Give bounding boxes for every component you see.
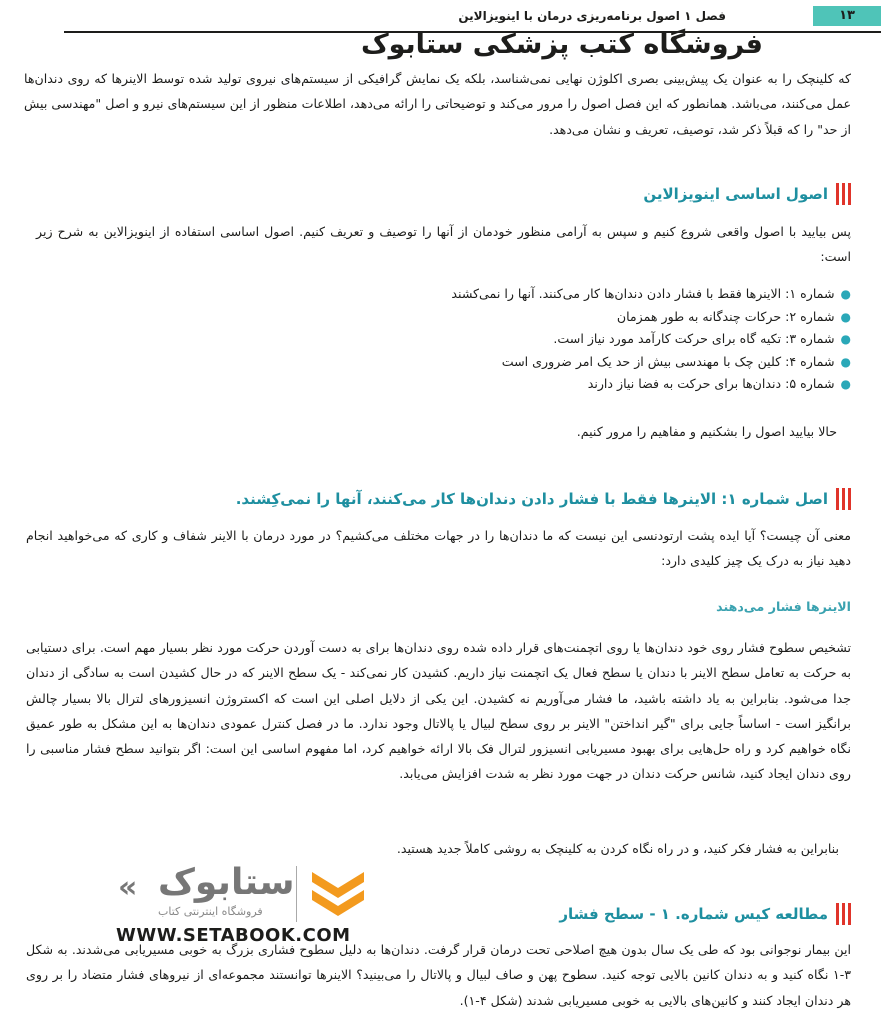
principle-1-paragraph: معنی آن چیست؟ آیا ایده پشت ارتودنسی این نیست که ما دندان‌ها را در جهات مختلف می‌کشیم؟ در مورد درمان با الاینر شفاف و کاری که می‌خواهید انجام دهید نیاز به درک یک چیز کلیدی دارد: bbox=[26, 528, 851, 569]
principles-list bbox=[451, 283, 851, 396]
heading-bars-icon bbox=[836, 903, 851, 925]
list-item: ● شماره ۲: حرکات چندگانه به طور همزمان bbox=[451, 306, 851, 329]
logo-tagline: فروشگاه اینترنتی کتاب bbox=[158, 905, 263, 918]
bullet-icon: ● bbox=[840, 287, 851, 301]
bullet-icon: ● bbox=[840, 309, 851, 324]
transition-sentence: حالا بیایید اصول را بشکنیم و مفاهیم را مرور کنیم. bbox=[576, 424, 837, 439]
page-number: ۱۳ bbox=[813, 6, 881, 26]
section-heading-principle-1 bbox=[236, 486, 851, 512]
list-item: ● شماره ۵: دندان‌ها برای حرکت به فضا نیاز دارند bbox=[451, 373, 851, 396]
section-heading-case-study bbox=[559, 901, 851, 927]
case-study-paragraph: این بیمار نوجوانی بود که طی یک سال بدون هیچ اصلاحی تحت درمان قرار گرفت. دندان‌ها به دلیل سطوح فشاری بزرگ به خوبی مسیریابی می‌شدند. به شکل ۳-۱ نگاه کنید و به دندان کانین بالایی توجه کنید. سطوح پهن و صاف لبیال و پالاتال را می‌بینید؟ الاینرها توانستند مجموعه‌ای از نیروهای فشار متضاد را بر روی هر دندان ایجاد کنند و کانین‌های بالایی به خوبی مسیریابی شدند (شکل ۴-۱). bbox=[26, 942, 851, 1008]
aligners-push-paragraph: تشخیص سطوح فشار روی خود دندان‌ها یا روی اتچمنت‌های قرار داده شده روی دندان‌ها برای به دست آوردن حرکت مورد نظر بسیار مهم است. برای دستیابی به حرکت به تعامل سطح الاینر با دندان یا سطح فعال یک اتچمنت نیاز داریم. کشیدن کار نمی‌کند - یک سطح الاینر که در حال کشیدن است به سادگی از دندان جدا می‌شود. بنابراین به یاد داشته باشید، ما فشار می‌آوریم نه کشیدن. این یکی از دلایل اصلی این است که اکستروژن انسیزورهای لترال بالا بسیار چالش برانگیز است - اساساً جایی برای "گیر انداختن" الاینر بر روی سطح لبیال یا پالاتال وجود ندارد. ما در فصل کنترل عمودی دندان‌ها به این مشکل به طور عمیق نگاه خواهیم کرد و راه حل‌هایی برای بهبود مسیریابی انسیزور لترال فک بالا ارائه خواهیم کرد، اما مفهوم اساسی این است: اگر بتوانید سطح فشار مناسبی را روی دندان ایجاد کنید، شانس حرکت دندان در جهت مورد نظر به شدت افزایش می‌یابد. bbox=[26, 640, 851, 782]
list-item: ● شماره ۴: کلین چک با مهندسی بیش از حد یک امر ضروری است bbox=[451, 351, 851, 374]
chapter-title: فصل ۱ اصول برنامه‌ریزی درمان با اینویزالاین bbox=[458, 9, 726, 23]
heading-text: مطالعه کیس شماره. ۱ - سطح فشار bbox=[559, 905, 828, 923]
heading-bars-icon bbox=[836, 183, 851, 205]
store-banner-watermark: فروشگاه کتب پزشکی ستابوک bbox=[360, 29, 763, 60]
basic-principles-paragraph: پس بیایید با اصول واقعی شروع کنیم و سپس به آرامی منظور خودمان از آنها را توصیف و تعریف کنیم. اصول اساسی استفاده از اینویزالاین به شرح زیر است: bbox=[36, 224, 851, 265]
logo-wordmark: ستابوک bbox=[158, 862, 295, 903]
section-heading-basic bbox=[643, 181, 851, 207]
heading-text: اصل شماره ۱: الاینرها فقط با فشار دادن دندان‌ها کار می‌کنند، آنها را نمی‌کِشند. bbox=[235, 490, 828, 508]
list-item: ● شماره ۱: الاینرها فقط با فشار دادن دندان‌ها کار می‌کنند. آنها را نمی‌کشند bbox=[451, 283, 851, 306]
book-stack-icon bbox=[308, 866, 368, 922]
heading-text: اصول اساسی اینویزالاین bbox=[643, 185, 828, 203]
double-chevron-icon: « bbox=[118, 870, 138, 905]
setabook-logo bbox=[118, 862, 423, 924]
store-url: WWW.SETABOOK.COM bbox=[116, 925, 351, 946]
bullet-icon: ● bbox=[840, 332, 851, 347]
logo-divider bbox=[296, 866, 297, 922]
list-item: ● شماره ۳: تکیه گاه برای حرکت کارآمد مورد نیاز است. bbox=[451, 328, 851, 351]
bullet-icon: ● bbox=[840, 377, 851, 392]
heading-bars-icon bbox=[836, 488, 851, 510]
closing-sentence: بنابراین به فشار فکر کنید، و در راه نگاه کردن به کلینچک به روشی کاملاً جدید هستید. bbox=[396, 841, 839, 856]
bullet-icon: ● bbox=[840, 354, 851, 369]
subheading-aligners-push: الاینرها فشار می‌دهند bbox=[716, 599, 851, 614]
intro-paragraph: که کلینچک را به عنوان یک پیش‌بینی بصری اکلوژن نهایی نمی‌شناسد، بلکه یک نمایش گرافیکی از سیستم‌های نیروی تولید شده توسط الاینرها که روی دندان‌ها عمل می‌کنند، می‌باشد. همانطور که این فصل اصول را مرور می‌کند و توضیحاتی را ارائه می‌دهد، اطلاعات منظور از این سیستم‌های نیرو و اصل "مهندسی بیش از حد" را که قبلاً ذکر شد، توصیف، تعریف و نشان می‌دهد. bbox=[24, 71, 851, 137]
